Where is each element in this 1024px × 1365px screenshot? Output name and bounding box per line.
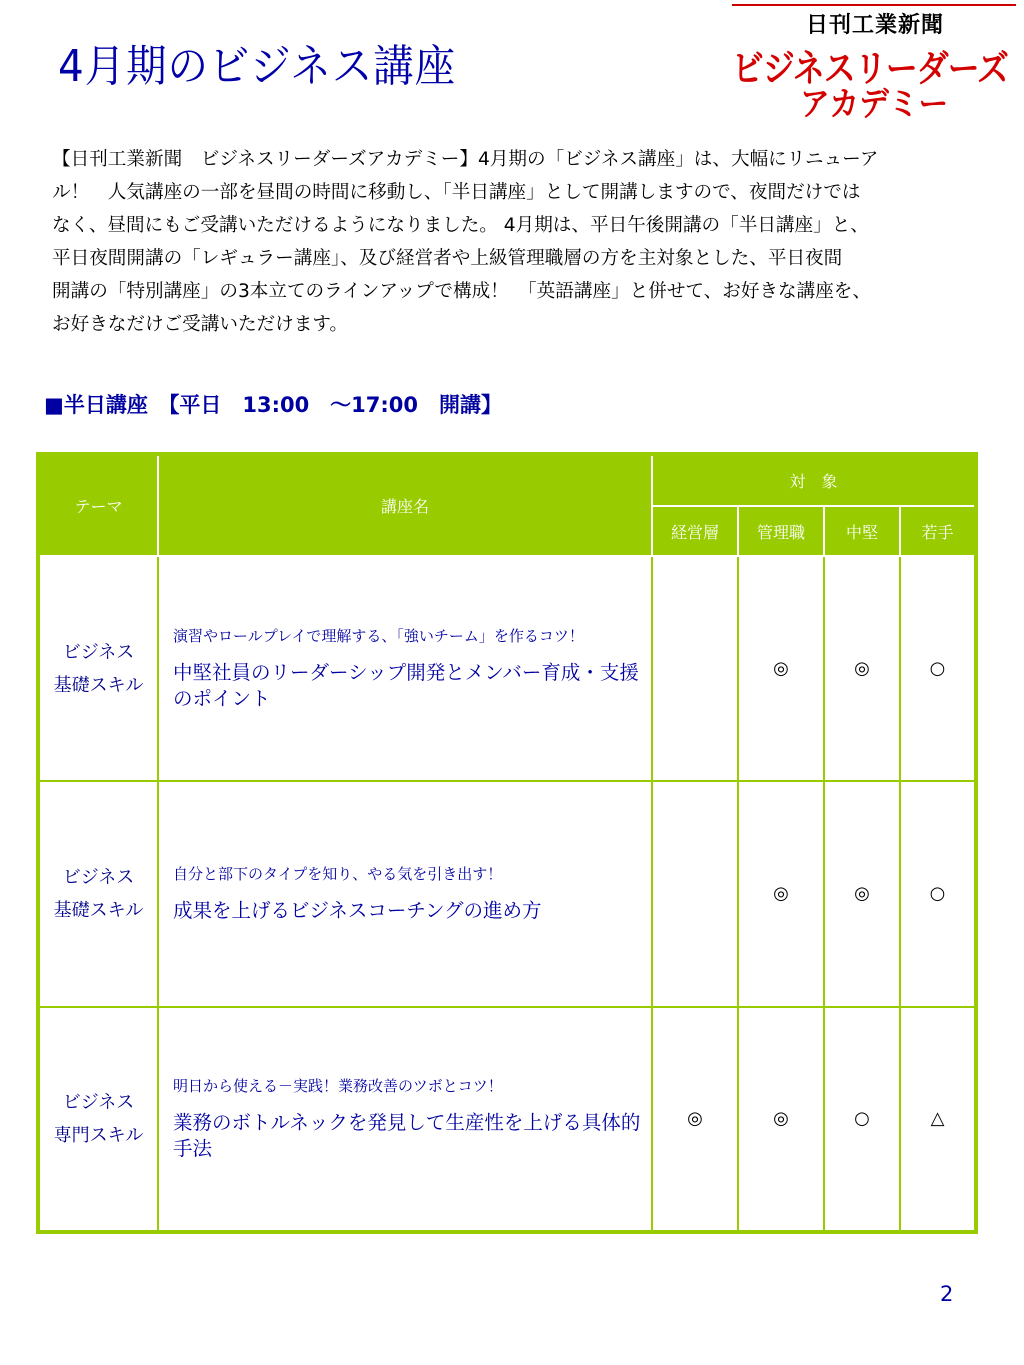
table-row [38, 781, 976, 1006]
theme-line: ビジネス [62, 866, 135, 888]
intro-line: なく、昼間にもご受講いただけるようになりました。 4月期は、平日午後開講の「半日講座」と、 [52, 215, 869, 236]
course-title: 業務のボトルネックを発見して生産性を上げる具体的手法 [173, 1111, 641, 1161]
theme-line: 基礎スキル [53, 674, 144, 696]
logo-rule [732, 4, 1016, 6]
mark-executives [652, 556, 738, 781]
section-heading: ■半日講座 【平日 13:00 ～17:00 開講】 [44, 393, 503, 417]
mark-executives [652, 781, 738, 1006]
theme-line: ビジネス [62, 1091, 135, 1113]
intro-line: 平日夜間開講の「レギュラー講座」、及び経営者や上級管理職層の方を主対象とした、平日夜間 [52, 248, 843, 269]
header-theme: テーマ [38, 454, 158, 556]
table-row [38, 1007, 976, 1232]
header-target-young: 若手 [900, 506, 976, 556]
theme-line: 基礎スキル [53, 899, 144, 921]
course-cell [158, 556, 652, 781]
theme-line: 専門スキル [53, 1124, 144, 1146]
theme-cell [38, 781, 158, 1006]
mark-mid-level: ◎ [824, 556, 900, 781]
intro-line: ル！ 人気講座の一部を昼間の時間に移動し、「半日講座」として開講しますので、夜間だけでは [52, 182, 861, 203]
intro-line: 【日刊工業新聞 ビジネスリーダーズアカデミー】4月期の「ビジネス講座」は、大幅にリニューア [52, 149, 879, 170]
header-target-managers: 管理職 [738, 506, 824, 556]
mark-young: △ [900, 1007, 976, 1232]
header-target: 対 象 [652, 454, 976, 506]
mark-young: ○ [900, 781, 976, 1006]
course-subtitle: 自分と部下のタイプを知り、やる気を引き出す！ [173, 865, 503, 884]
header-target-executives: 経営層 [652, 506, 738, 556]
intro-line: 開講の「特別講座」の3本立てのラインアップで構成！ 「英語講座」と併せて、お好きな講座を、 [52, 281, 871, 302]
page-number: 2 [940, 1282, 954, 1306]
course-table [36, 452, 978, 1234]
course-title: 成果を上げるビジネスコーチングの進め方 [173, 899, 542, 923]
mark-executives: ◎ [652, 1007, 738, 1232]
course-cell [158, 781, 652, 1006]
header-target-mid-level: 中堅 [824, 506, 900, 556]
course-subtitle: 明日から使える－実践！業務改善のツボとコツ！ [173, 1077, 503, 1096]
mark-mid-level: ◎ [824, 781, 900, 1006]
mark-young: ○ [900, 556, 976, 781]
logo-top-text: 日刊工業新聞 [806, 13, 945, 38]
theme-line: ビジネス [62, 641, 135, 663]
intro-paragraph [52, 143, 972, 341]
mark-managers: ◎ [738, 781, 824, 1006]
intro-line: お好きなだけご受講いただけます。 [52, 314, 349, 335]
page-title: 4月期のビジネス講座 [58, 41, 457, 92]
logo [732, 4, 1016, 123]
logo-main-text: ビジネスリーダーズ [732, 47, 1009, 90]
mark-managers: ◎ [738, 556, 824, 781]
header-course-name: 講座名 [158, 454, 652, 556]
mark-mid-level: ○ [824, 1007, 900, 1232]
course-title: 中堅社員のリーダーシップ開発とメンバー育成・支援のポイント [173, 661, 639, 711]
course-subtitle: 演習やロールプレイで理解する、「強いチーム」を作るコツ！ [173, 627, 584, 646]
table-row [38, 556, 976, 781]
theme-cell [38, 1007, 158, 1232]
mark-managers: ◎ [738, 1007, 824, 1232]
theme-cell [38, 556, 158, 781]
logo-sub-text: アカデミー [800, 84, 949, 123]
course-cell [158, 1007, 652, 1232]
